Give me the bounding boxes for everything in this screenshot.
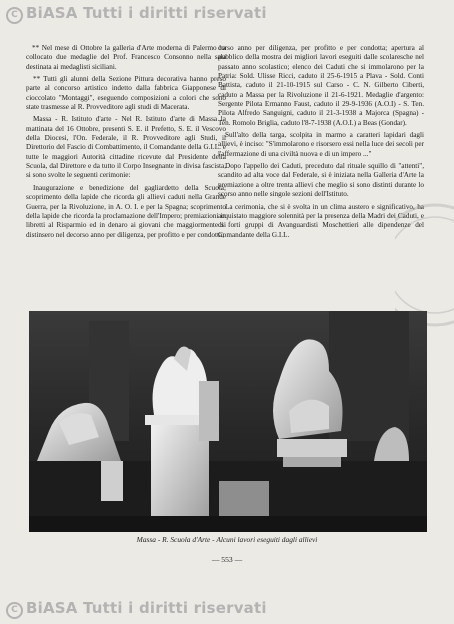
left-column bbox=[26, 44, 226, 243]
paragraph-appello: Dopo l'appello dei Caduti, preceduto dal rituale squillo di "attenti", scandito ad alta voce dal Federale, si è iniziata nella Galleria d'Arte la premiazione a oltre trenta allievi che meglio si sono distinti durante lo scorso anno nelle singole sezioni dell'Istituto. bbox=[218, 162, 424, 199]
copyright-logo-icon: C bbox=[6, 602, 23, 619]
page-number: — 553 — bbox=[211, 555, 243, 564]
caption-text: R. Scuola d'Arte - Alcuni lavori eseguiti dagli allievi bbox=[162, 535, 318, 544]
watermark-text: BiASA Tutti i diritti riservati bbox=[26, 4, 267, 22]
paragraph-caduti: corso anno per diligenza, per profitto e per condotta; apertura al pubblico della mostra dei migliori lavori eseguiti dalle scolaresche nel passato anno scolastico; elenco dei Caduti che si immolarono per la Patria: Sold. Ulisse Ricci, caduto il 25-6-1915 a Plava - Sold. Conti Battista, caduto il 21-10-1915 sul Carso - C. N. Gilberto Ciberti, caduto a Massa per la Rivoluzione il 21-6-1921. Medaglie d'argento: Sergente Pilota Ermanno Faust, caduto il 29-9-1936 (A.O.I) - S. Ten. Pilota Alfredo Sanguigni, caduto il 21-3-1938 a Majorca (Spagna) - Ten. Romolo Briglia, caduto l'8-7-1938 (A.O.I.) a Beas (Gondar). bbox=[218, 44, 424, 127]
watermark-text: BiASA Tutti i diritti riservati bbox=[26, 599, 267, 617]
paragraph-palermo: ** Nel mese di Ottobre la galleria d'Arte moderna di Palermo ha collocato due medaglie del Prof. Francesco Consonno nella sala destinata ai medaglisti siciliani. bbox=[26, 44, 226, 71]
copyright-logo-icon: C bbox=[6, 7, 23, 24]
right-column bbox=[218, 44, 424, 243]
paragraph-massa: Massa - R. Istituto d'arte - Nel R. Istituto d'arte di Massa la mattinata del 16 Ottobre, presenti S. E. il Prefetto, S. E. il Vescovo della Diocesi, l'On. Federale, il R. Provveditore agli Studi, il Direttorio del Fascio di Combattimento, il Comandante della G.I.L. e tutte le maggiori Autorità cittadine ricevute dal Presidente della Scuola, dal Direttore e da tutto il Corpo Insegnante in divisa fascista, si sono svolte le seguenti cerimonie: bbox=[26, 115, 226, 180]
paragraph-concorso: ** Tutti gli alunni della Sezione Pittura decorativa hanno preso parte al concorso artistico indetto dalla fabbrica Giapponese di cioccolato "Montaggi", eseguendo composizioni a colori che sono state trasmesse al R. Provveditore agli studi di Macerata. bbox=[26, 75, 226, 112]
paragraph-targa: Sull'alto della targa, scolpita in marmo a caratteri lapidari dagli allievi, è inciso: "S'immolarono e risorsero essi nella luce dei secoli per l'affermazione di una civiltà nuova e di un impero ..." bbox=[218, 131, 424, 158]
sculpture-photo-image bbox=[29, 311, 427, 532]
caption-place: Massa bbox=[136, 535, 156, 544]
photo-student-works bbox=[29, 311, 427, 532]
watermark-top bbox=[6, 4, 267, 24]
photo-caption: Massa - R. Scuola d'Arte - Alcuni lavori eseguiti dagli allievi bbox=[136, 535, 318, 544]
paragraph-cerimonia: La cerimonia, che si è svolta in un clima austero e significativo, ha acquistato maggiore solennità per la presenza della Madri dei Caduti, e di forti gruppi di Avanguardisti Moschettieri alle dipendenze del Comandante della G.I.L. bbox=[218, 202, 424, 239]
watermark-bottom bbox=[6, 599, 267, 619]
paragraph-inaugurazione: Inaugurazione e benedizione del gagliardetto della Scuola; scoprimento della lapide che ricorda gli allievi caduti nella Grande Guerra, per la Rivoluzione, in A. O. I. e per la Spagna; scoprimento della lapide che ricorda la proclamazione dell'Impero; premiazioni in libretti al Risparmio ed in denaro ai giovani che maggiormente si distinsero nel decorso anno per diligenza, per profitto e per condotta; bbox=[26, 183, 226, 239]
